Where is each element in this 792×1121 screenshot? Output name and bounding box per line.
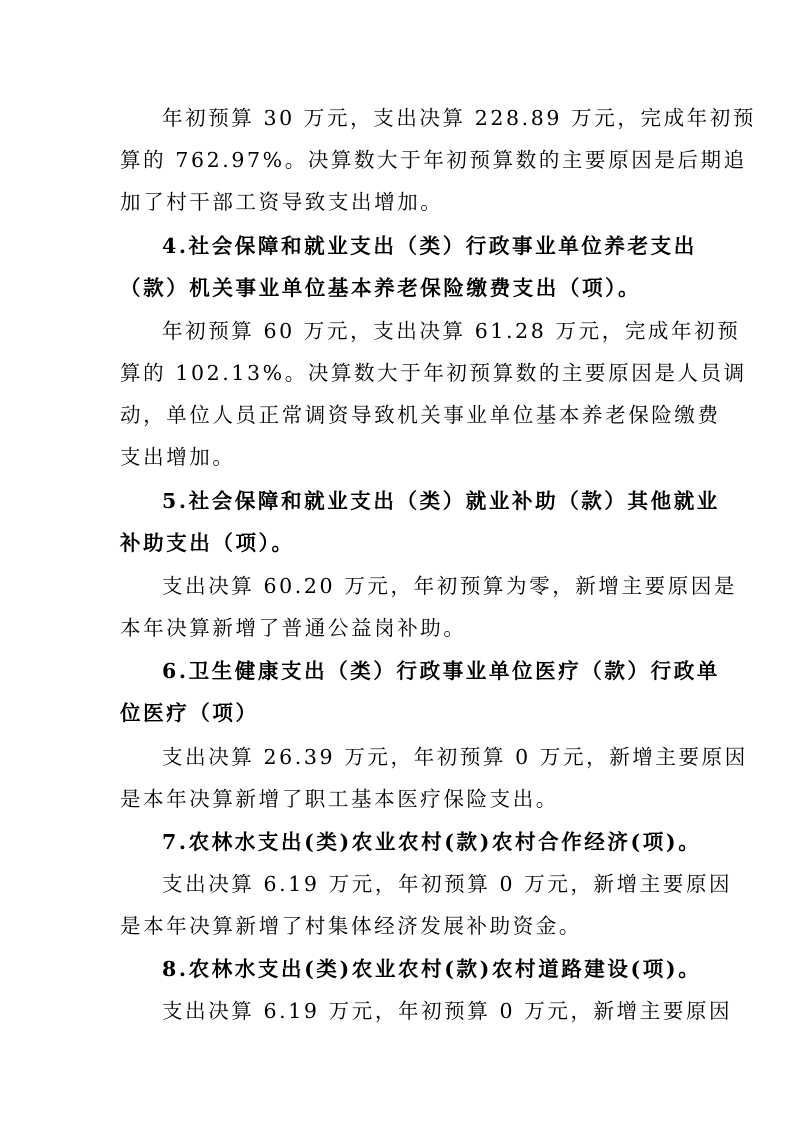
section-heading: 7.农林水支出(类)农业农村(款)农村合作经济(项)。: [162, 830, 702, 854]
section-heading: 位医疗（项）: [120, 701, 259, 725]
body-text-line: 动，单位人员正常调资导致机关事业单位基本养老保险缴费: [120, 403, 721, 427]
body-text-line: 是本年决算新增了村集体经济发展补助资金。: [120, 914, 582, 938]
body-text-line: 本年决算新增了普通公益岗补助。: [120, 616, 467, 640]
section-heading: （款）机关事业单位基本养老保险缴费支出（项）。: [120, 276, 642, 300]
section-heading: 6.卫生健康支出（类）行政事业单位医疗（款）行政单: [162, 659, 720, 683]
section-heading: 8.农林水支出(类)农业农村(款)农村道路建设(项)。: [162, 957, 702, 981]
body-text-line: 加了村干部工资导致支出增加。: [120, 190, 444, 214]
body-text-line: 支出决算 60.20 万元，年初预算为零，新增主要原因是: [162, 574, 738, 598]
body-text-line: 年初预算 60 万元，支出决算 61.28 万元，完成年初预: [162, 319, 741, 343]
body-text-line: 算的 102.13%。决算数大于年初预算数的主要原因是人员调: [120, 361, 747, 385]
body-text-line: 支出决算 6.19 万元，年初预算 0 万元，新增主要原因: [162, 999, 733, 1023]
body-text-line: 是本年决算新增了职工基本医疗保险支出。: [120, 787, 559, 811]
body-text-line: 支出决算 6.19 万元，年初预算 0 万元，新增主要原因: [162, 872, 733, 896]
body-text-line: 支出决算 26.39 万元，年初预算 0 万元，新增主要原因: [162, 745, 748, 769]
body-text-line: 年初预算 30 万元，支出决算 228.89 万元，完成年初预: [162, 106, 756, 130]
section-heading: 补助支出（项）。: [120, 531, 295, 555]
body-text-line: 支出增加。: [120, 445, 236, 469]
section-heading: 4.社会保障和就业支出（类）行政事业单位养老支出: [162, 234, 697, 258]
body-text-line: 算的 762.97%。决算数大于年初预算数的主要原因是后期追: [120, 148, 747, 172]
section-heading: 5.社会保障和就业支出（类）就业补助（款）其他就业: [162, 489, 720, 513]
